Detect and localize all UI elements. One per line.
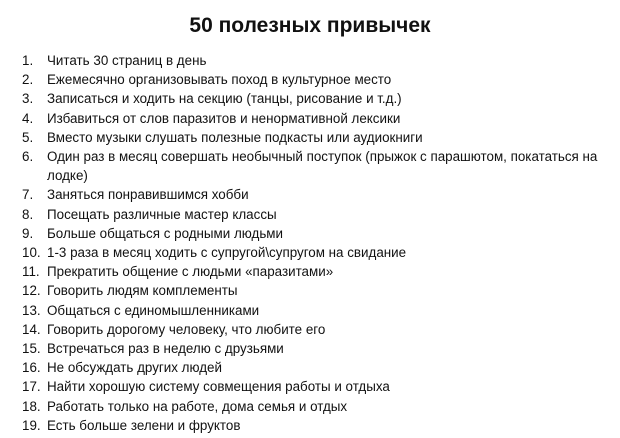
item-text: Читать 30 страниц в день	[47, 53, 207, 68]
item-number: 7.	[22, 187, 34, 203]
list-item	[22, 262, 612, 281]
list-item	[22, 339, 612, 358]
list-item	[22, 301, 612, 320]
list-item	[22, 185, 612, 204]
item-text: Заняться понравившимся хобби	[47, 187, 249, 203]
list-item	[22, 224, 612, 243]
item-text: Работать только на работе, дома семья и отдых	[47, 398, 348, 414]
item-number: 15.	[22, 341, 41, 357]
item-text: Есть больше зелени и фруктов	[47, 417, 241, 433]
item-number: 2.	[22, 72, 34, 88]
item-number: 18.	[22, 398, 41, 414]
list-item	[22, 89, 612, 108]
list-item	[22, 377, 612, 396]
page-title: 50 полезных привычек	[189, 14, 431, 37]
item-number: 16.	[22, 360, 41, 376]
item-text: Вместо музыки слушать полезные подкасты или аудиокниги	[47, 129, 423, 145]
list-item	[22, 109, 612, 128]
item-text: 1-3 раза в месяц ходить с супругой\супругом на свидание	[47, 245, 407, 261]
list-item	[22, 51, 612, 70]
item-text: Говорить людям комплементы	[47, 283, 238, 299]
item-number: 19.	[22, 417, 41, 433]
item-text: Больше общаться с родными людьми	[47, 225, 283, 241]
list-item	[22, 147, 612, 185]
list-item	[22, 397, 612, 416]
item-number: 13.	[22, 302, 41, 318]
item-text: Найти хорошую систему совмещения работы и отдыха	[47, 379, 390, 395]
item-number: 12.	[22, 283, 41, 299]
item-number: 3.	[22, 91, 34, 107]
item-number: 14.	[22, 321, 41, 337]
habits-list	[22, 51, 612, 435]
list-item	[22, 281, 612, 300]
item-number: 11.	[22, 264, 40, 280]
item-text: Прекратить общение с людьми «паразитами»	[47, 264, 334, 280]
item-number: 17.	[22, 379, 41, 395]
item-number: 9.	[22, 225, 34, 241]
item-number: 6.	[22, 149, 34, 165]
list-item	[22, 358, 612, 377]
item-number: 5.	[22, 129, 34, 145]
item-text: Посещать различные мастер классы	[47, 206, 277, 222]
item-number: 10.	[22, 245, 41, 261]
item-text: Встречаться раз в неделю с друзьями	[47, 341, 284, 357]
list-item	[22, 320, 612, 339]
item-number: 8.	[22, 206, 34, 222]
item-text: Говорить дорогому человеку, что любите его	[47, 321, 326, 337]
list-item	[22, 128, 612, 147]
item-text: Не обсуждать других людей	[47, 360, 222, 376]
list-item	[22, 416, 612, 435]
list-item	[22, 205, 612, 224]
item-text: Общаться с единомышленниками	[47, 302, 260, 318]
item-number: 1.	[22, 53, 34, 68]
list-item	[22, 243, 612, 262]
item-text: Записаться и ходить на секцию (танцы, рисование и т.д.)	[47, 91, 402, 107]
item-text: Избавиться от слов паразитов и ненормативной лексики	[47, 110, 401, 126]
item-text: Один раз в месяц совершать необычный поступок (прыжок с парашютом, покататься на лодке)	[47, 149, 598, 184]
list-item	[22, 70, 612, 89]
item-text: Ежемесячно организовывать поход в культурное место	[47, 72, 392, 88]
item-number: 4.	[22, 110, 34, 126]
